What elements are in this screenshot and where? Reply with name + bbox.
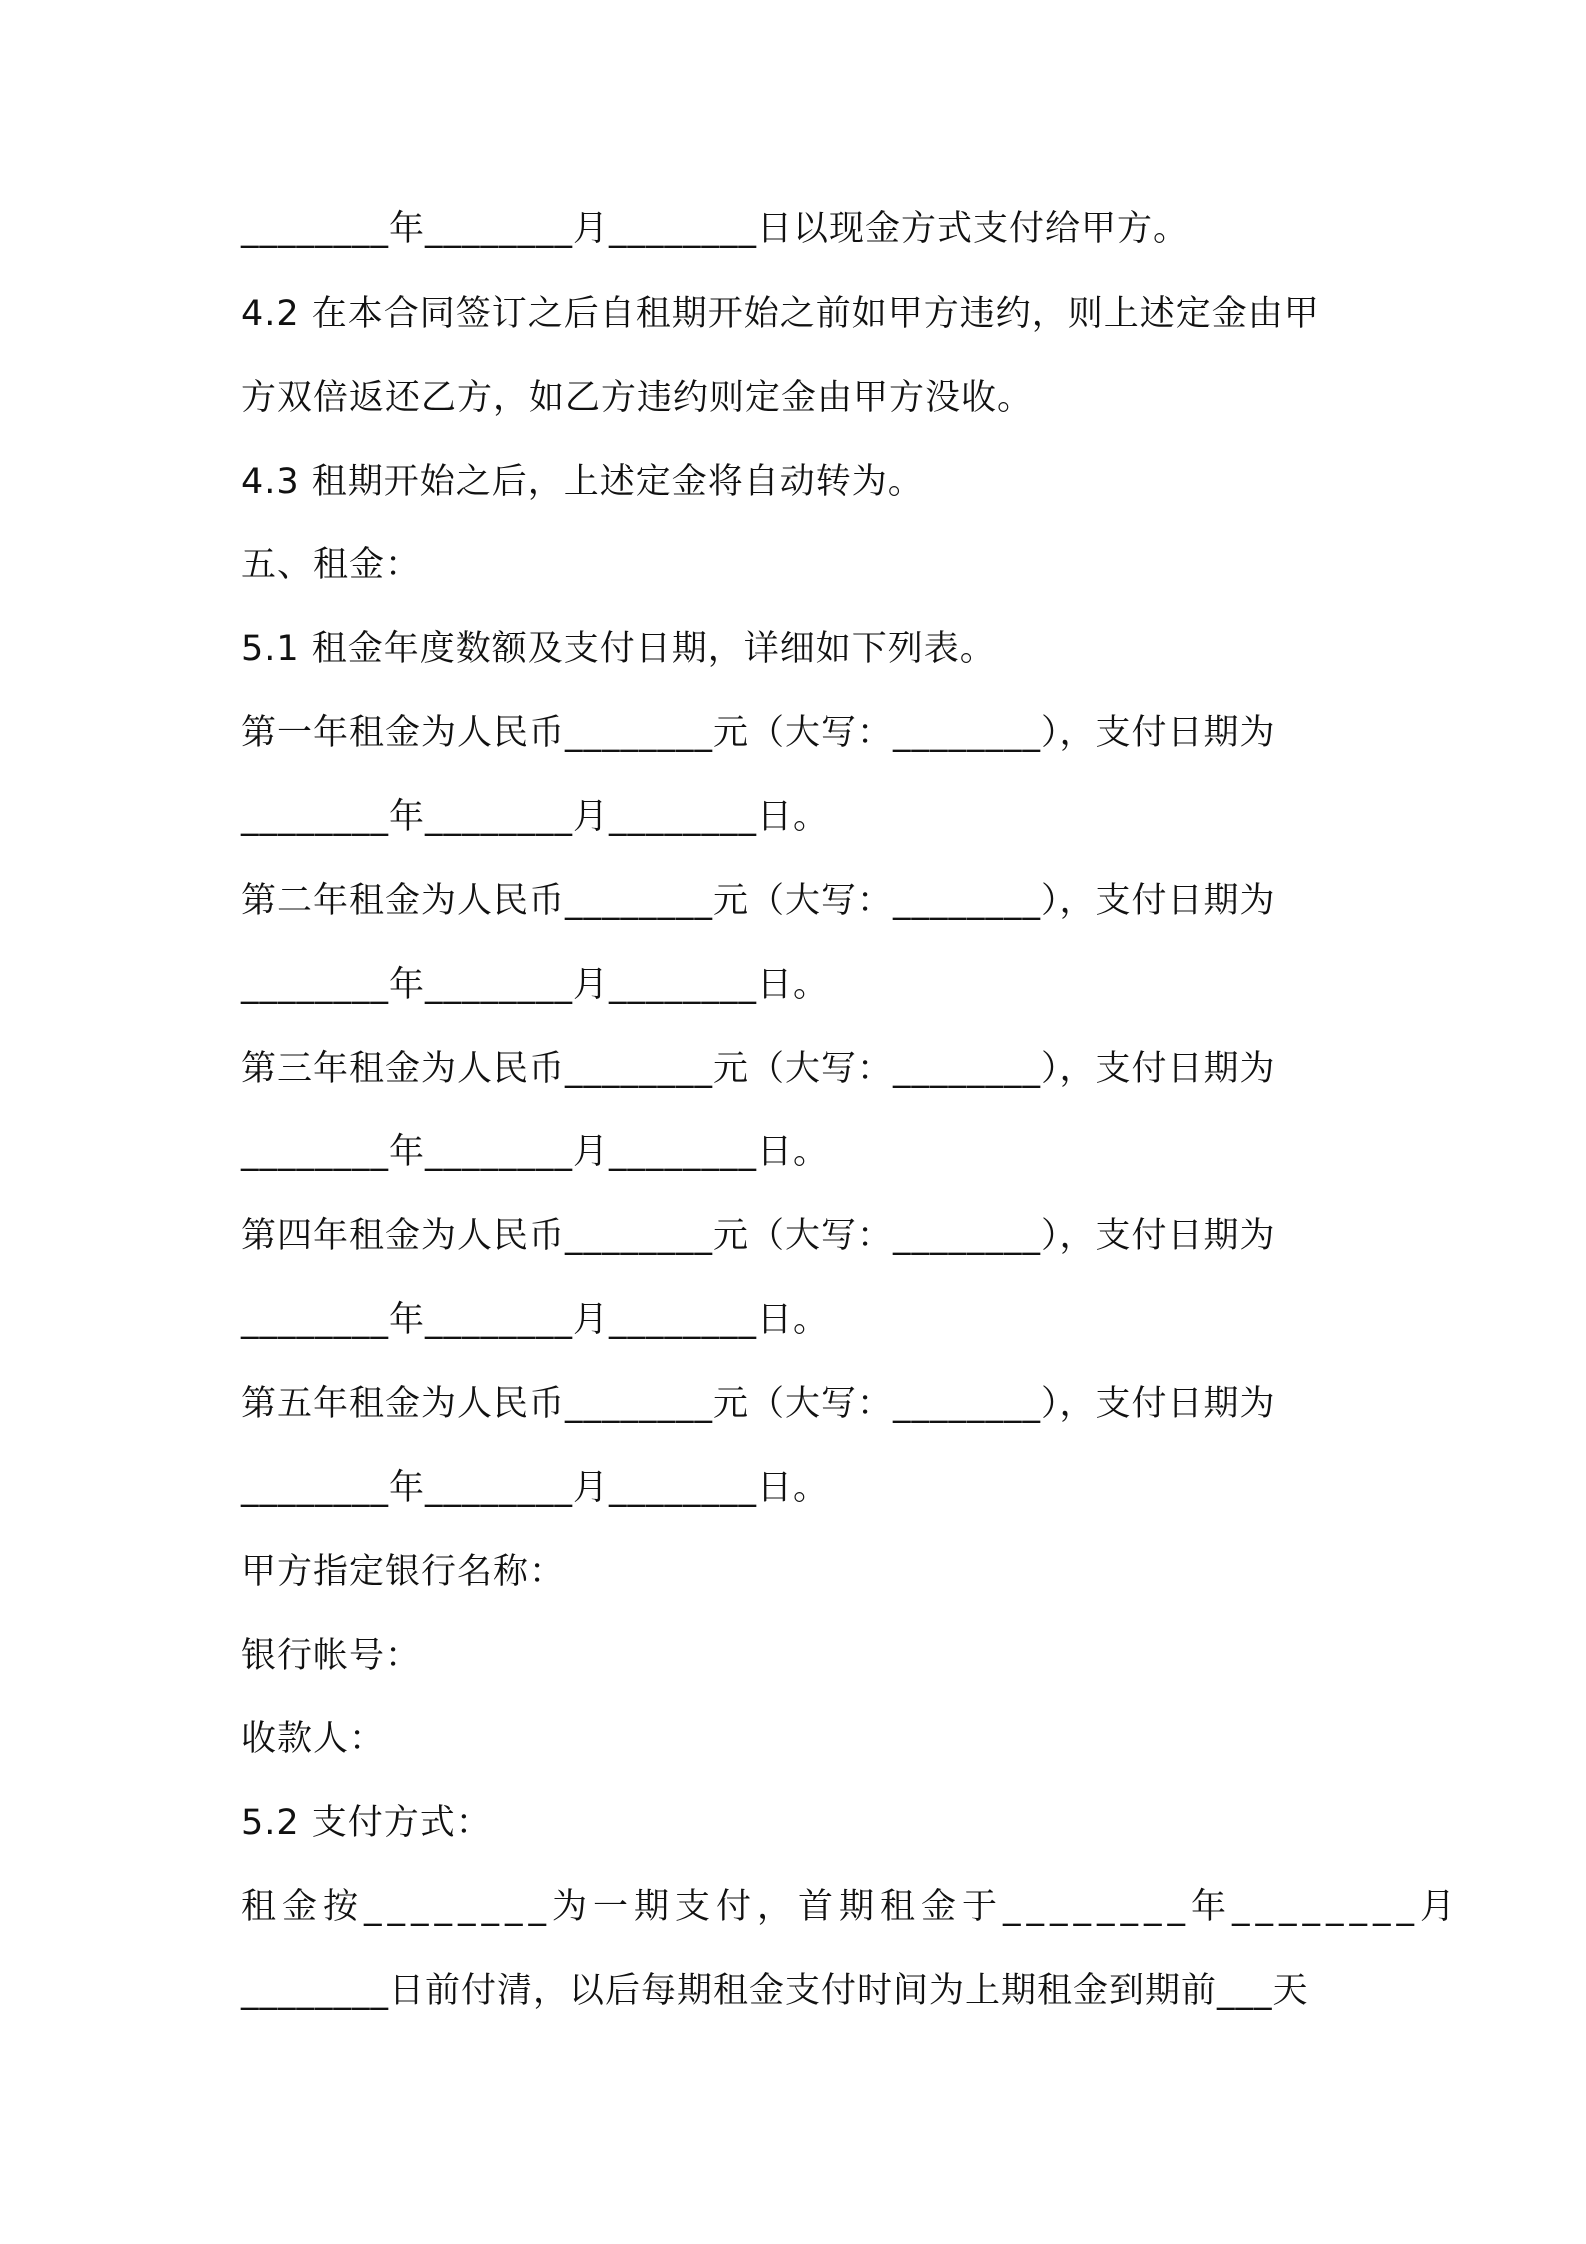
text-line-year-4-rent: 第四年租金为人民币________元（大写：________），支付日期为 [241,1216,1276,1256]
text-line-clause-4-3: 4.3 租期开始之后，上述定金将自动转为。 [241,462,924,502]
text-line-year-3-date: ________年________月________日。 [241,1132,830,1172]
text-line-bank-account: 银行帐号： [241,1636,422,1676]
text-line-clause-5-1: 5.1 租金年度数额及支付日期，详细如下列表。 [241,629,996,669]
text-line-clause-4-2: 4.2 在本合同签订之后自租期开始之前如甲方违约，则上述定金由甲 [241,294,1320,334]
text-line-payee: 收款人： [241,1719,386,1759]
text-line-year-4-date: ________年________月________日。 [241,1300,830,1340]
text-line-deposit-date: ________年________月________日以现金方式支付给甲方。 [241,209,1190,249]
text-line-clause-4-2-cont: 方双倍返还乙方，如乙方违约则定金由甲方没收。 [241,378,1034,418]
text-line-year-1-rent: 第一年租金为人民币________元（大写：________），支付日期为 [241,713,1276,753]
text-line-year-5-date: ________年________月________日。 [241,1468,830,1508]
text-line-payment-method: 租金按________为一期支付，首期租金于________年________月 [241,1887,1462,1927]
text-line-year-2-rent: 第二年租金为人民币________元（大写：________），支付日期为 [241,881,1276,921]
text-line-year-1-date: ________年________月________日。 [241,797,830,837]
text-line-payment-method-cont: ________日前付清，以后每期租金支付时间为上期租金到期前___天 [241,1971,1309,2011]
text-line-year-5-rent: 第五年租金为人民币________元（大写：________），支付日期为 [241,1384,1276,1424]
section-heading-rent: 五、租金： [241,545,422,585]
text-line-year-2-date: ________年________月________日。 [241,965,830,1005]
text-line-clause-5-2: 5.2 支付方式： [241,1803,492,1843]
text-line-year-3-rent: 第三年租金为人民币________元（大写：________），支付日期为 [241,1049,1276,1089]
text-line-bank-name: 甲方指定银行名称： [241,1552,566,1592]
